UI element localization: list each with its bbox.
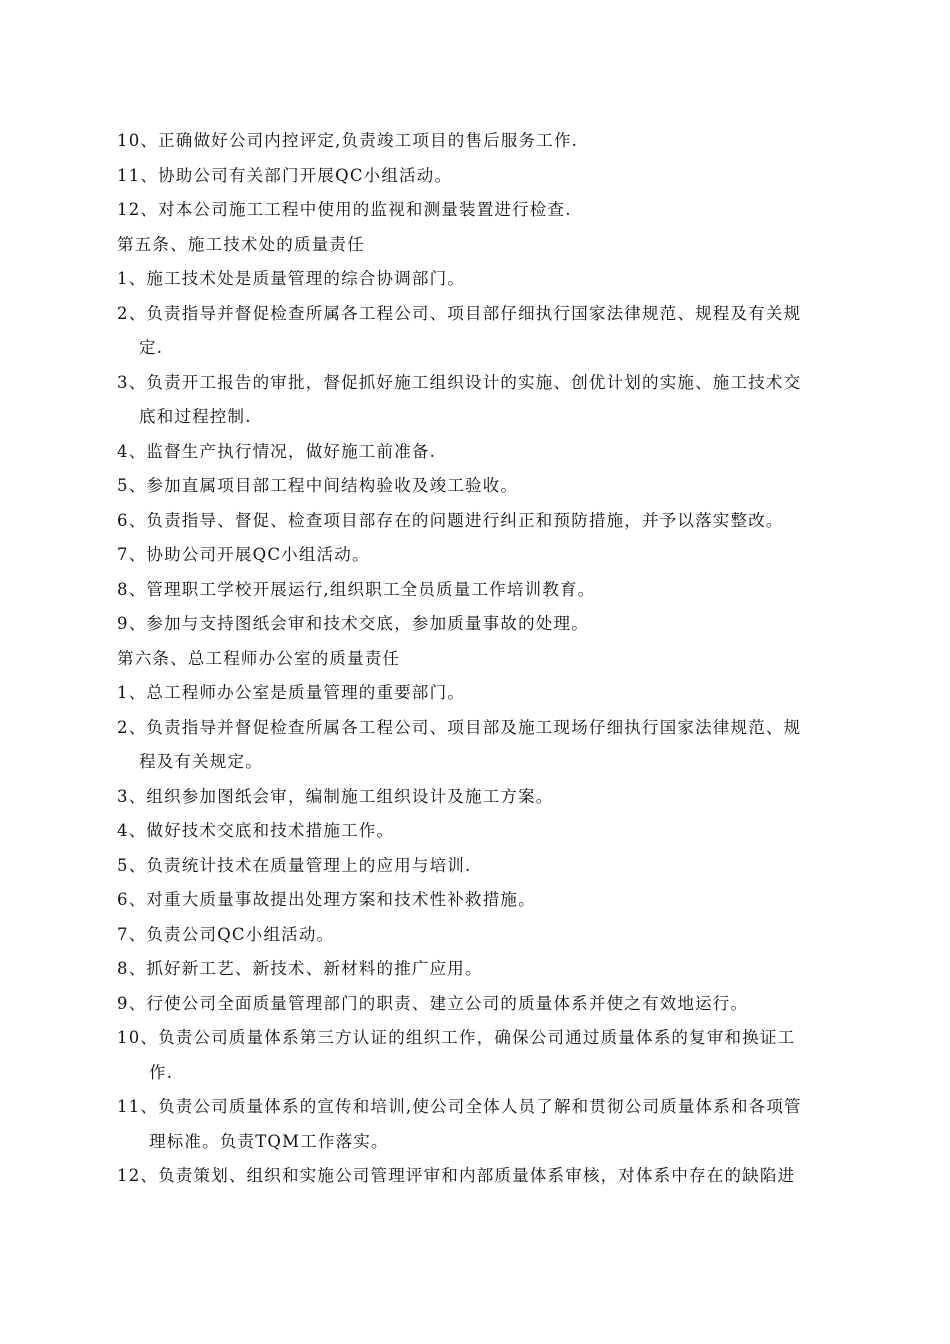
list-item xyxy=(117,676,862,711)
list-item xyxy=(117,124,862,159)
list-item xyxy=(117,469,862,504)
text-line: 11、协助公司有关部门开展QC小组活动。 xyxy=(117,165,453,185)
list-item xyxy=(117,918,862,953)
text-line: 2、负责指导并督促检查所属各工程公司、项目部仔细执行国家法律规范、规程及有关规 xyxy=(117,303,802,323)
list-item xyxy=(117,435,862,470)
list-item xyxy=(117,711,862,780)
text-line: 4、做好技术交底和技术措施工作。 xyxy=(117,821,395,840)
text-line: 1、总工程师办公室是质量管理的重要部门。 xyxy=(117,683,465,702)
list-item xyxy=(117,952,862,987)
text-line: 1、施工技术处是质量管理的综合协调部门。 xyxy=(117,269,465,288)
text-line: 11、负责公司质量体系的宣传和培训,使公司全体人员了解和贯彻公司质量体系和各项管 xyxy=(117,1097,802,1116)
list-item xyxy=(117,504,862,539)
section-heading xyxy=(117,642,862,677)
text-line: 7、负责公司QC小组活动。 xyxy=(117,924,335,944)
list-item xyxy=(117,1159,862,1194)
text-line: 第五条、施工技术处的质量责任 xyxy=(117,234,365,254)
text-line: 10、负责公司质量体系第三方认证的组织工作，确保公司通过质量体系的复审和换证工 xyxy=(117,1028,796,1047)
text-line-continuation: 作. xyxy=(149,1062,174,1082)
list-item xyxy=(117,366,862,435)
text-line: 6、对重大质量事故提出处理方案和技术性补救措施。 xyxy=(117,890,536,909)
text-line: 12、负责策划、组织和实施公司管理评审和内部质量体系审核，对体系中存在的缺陷进 xyxy=(117,1166,796,1185)
list-item xyxy=(117,1090,862,1159)
list-item xyxy=(117,849,862,884)
text-line: 8、管理职工学校开展运行,组织职工全员质量工作培训教育。 xyxy=(117,579,596,599)
text-line-continuation: 定. xyxy=(139,338,164,357)
list-item xyxy=(117,573,862,608)
list-item xyxy=(117,297,862,366)
text-line: 第六条、总工程师办公室的质量责任 xyxy=(117,648,401,668)
text-line-continuation: 程及有关规定。 xyxy=(139,752,263,771)
list-item xyxy=(117,538,862,573)
list-item xyxy=(117,607,862,642)
list-item xyxy=(117,987,862,1022)
text-line-continuation: 底和过程控制. xyxy=(139,407,252,426)
text-line: 2、负责指导并督促检查所属各工程公司、项目部及施工现场仔细执行国家法律规范、规 xyxy=(117,717,802,737)
document-page xyxy=(117,124,862,1194)
list-item xyxy=(117,814,862,849)
list-item xyxy=(117,262,862,297)
text-line: 9、行使公司全面质量管理部门的职责、建立公司的质量体系并使之有效地运行。 xyxy=(117,993,749,1013)
text-line: 9、参加与支持图纸会审和技术交底，参加质量事故的处理。 xyxy=(117,614,589,633)
text-line: 3、负责开工报告的审批，督促抓好施工组织设计的实施、创优计划的实施、施工技术交 xyxy=(117,372,802,392)
text-line: 7、协助公司开展QC小组活动。 xyxy=(117,545,370,564)
list-item xyxy=(117,159,862,194)
text-line-continuation: 理标准。负责TQM工作落实。 xyxy=(149,1131,389,1151)
list-item xyxy=(117,1021,862,1090)
text-line: 6、负责指导、督促、检查项目部存在的问题进行纠正和预防措施，并予以落实整改。 xyxy=(117,510,784,530)
text-line: 10、正确做好公司内控评定,负责竣工项目的售后服务工作. xyxy=(117,131,579,150)
list-item xyxy=(117,883,862,918)
list-item xyxy=(117,193,862,228)
text-line: 3、组织参加图纸会审，编制施工组织设计及施工方案。 xyxy=(117,786,554,806)
text-line: 12、对本公司施工工程中使用的监视和测量装置进行检查. xyxy=(117,200,572,219)
text-line: 8、抓好新工艺、新技术、新材料的推广应用。 xyxy=(117,959,483,978)
list-item xyxy=(117,780,862,815)
text-line: 5、参加直属项目部工程中间结构验收及竣工验收。 xyxy=(117,476,519,495)
text-line: 4、监督生产执行情况，做好施工前准备. xyxy=(117,441,437,461)
text-line: 5、负责统计技术在质量管理上的应用与培训. xyxy=(117,855,472,875)
section-heading xyxy=(117,228,862,263)
